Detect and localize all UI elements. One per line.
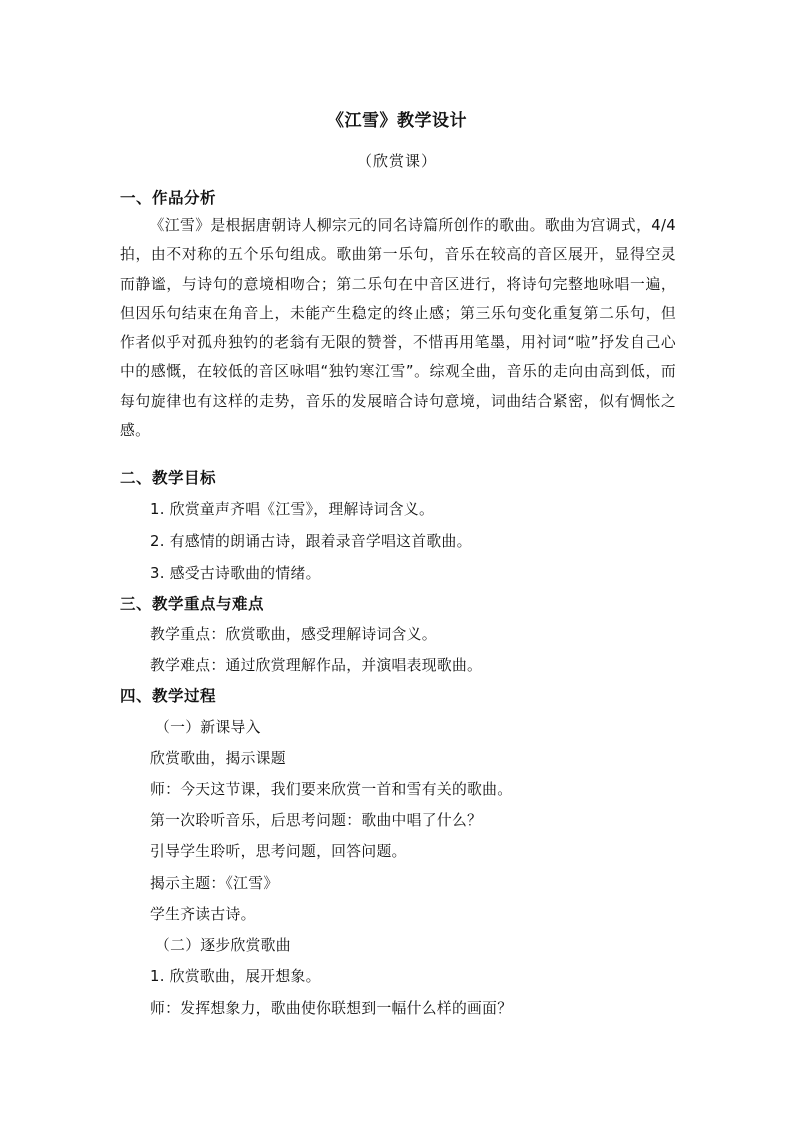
document-subtitle: （欣赏课） <box>356 152 437 170</box>
section-1-paragraph: 《江雪》是根据唐朝诗人柳宗元的同名诗篇所创作的歌曲。歌曲为宫调式，4/4拍，由不对称的五个乐句组成。歌曲第一乐句，音乐在较高的音区展开，显得空灵而静谧，与诗句的意境相吻合；第二乐句在中音区进行，将诗句完整地咏唱一遍，但因乐句结束在角音上，未能产生稳定的终止感；第三乐句变化重复第二乐句，但作者似乎对孤舟独钓的老翁有无限的赞誉，不惜再用笔墨，用衬词“啦”抒发自己心中的感慨，在较低的音区咏唱“独钓寒江雪”。综观全曲，音乐的走向由高到低，而每句旋律也有这样的走势，音乐的发展暗合诗句意境，词曲结合紧密，似有惆怅之感。 <box>120 217 676 440</box>
objective-item: 1. 欣赏童声齐唱《江雪》，理解诗词含义。 <box>150 501 435 518</box>
process-line: 揭示主题：《江雪》 <box>150 875 279 892</box>
objective-item: 3. 感受古诗歌曲的情绪。 <box>150 565 321 582</box>
process-subheading: （二）逐步欣赏歌曲 <box>155 937 291 954</box>
key-point-item: 教学难点：通过欣赏理解作品，并演唱表现歌曲。 <box>150 657 483 674</box>
section-4-heading: 四、教学过程 <box>120 687 217 705</box>
process-subheading: （一）新课导入 <box>155 719 261 736</box>
process-line: 欣赏歌曲，揭示课题 <box>150 750 286 767</box>
objective-item: 2. 有感情的朗诵古诗，跟着录音学唱这首歌曲。 <box>150 533 472 550</box>
process-line: 1. 欣赏歌曲，展开想象。 <box>150 968 321 985</box>
section-3-heading: 三、教学重点与难点 <box>120 595 265 613</box>
process-line: 师：今天这节课，我们要来欣赏一首和雪有关的歌曲。 <box>150 781 513 798</box>
process-line: 引导学生聆听，思考问题，回答问题。 <box>150 843 407 860</box>
section-2-heading: 二、教学目标 <box>120 469 217 487</box>
process-line: 第一次聆听音乐，后思考问题：歌曲中唱了什么？ <box>150 812 483 829</box>
document-title: 《江雪》教学设计 <box>327 111 467 131</box>
key-point-item: 教学重点：欣赏歌曲，感受理解诗词含义。 <box>150 626 437 643</box>
process-line: 师：发挥想象力，歌曲使你联想到一幅什么样的画面？ <box>150 1000 513 1017</box>
process-line: 学生齐读古诗。 <box>150 906 256 923</box>
section-1-heading: 一、作品分析 <box>120 189 217 207</box>
